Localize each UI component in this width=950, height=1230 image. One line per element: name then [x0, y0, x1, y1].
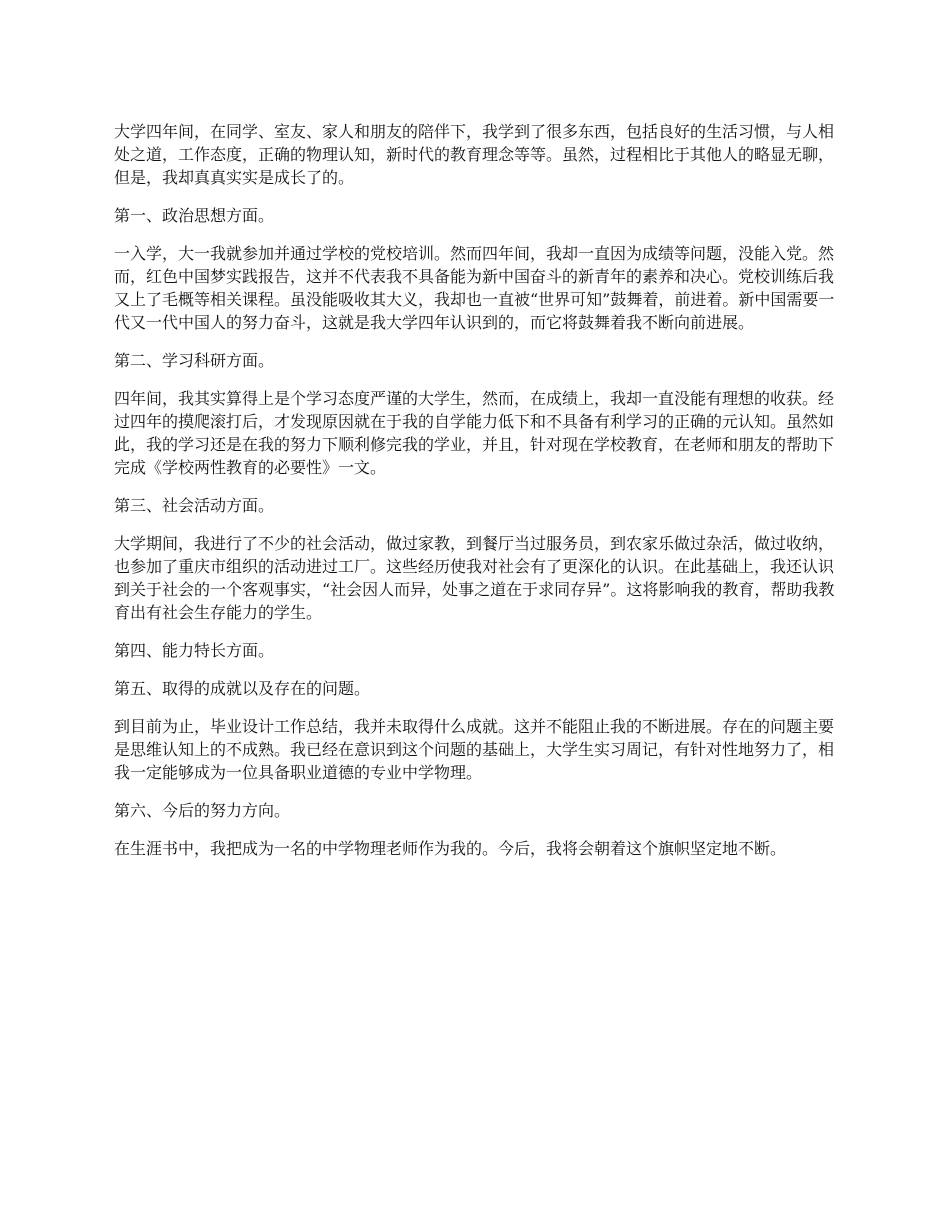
study-paragraph: 四年间，我其实算得上是个学习态度严谨的大学生，然而，在成绩上，我却一直没能有理想的收获。经过四年的摸爬滚打后，才发现原因就在于我的自学能力低下和不具备有利学习的正确的元认知。虽然如此，我的学习还是在我的努力下顺利修完我的学业，并且，针对现在学校教育，在老师和朋友的帮助下完成《学校两性教育的必要性》一文。 [114, 389, 835, 477]
section-heading-achievements: 第五、取得的成就以及存在的问题。 [114, 679, 371, 698]
politics-paragraph: 一入学，大一我就参加并通过学校的党校培训。然而四年间，我却一直因为成绩等问题，没能入党。然而，红色中国梦实践报告，这并不代表我不具备能为新中国奋斗的新青年的素养和决心。党校训练后我又上了毛概等相关课程。虽没能吸收其大义，我却也一直被“世界可知”鼓舞着，前进着。新中国需要一代又一代中国人的努力奋斗，这就是我大学四年认识到的，而它将鼓舞着我不断向前进展。 [114, 244, 835, 332]
section-heading-abilities: 第四、能力特长方面。 [114, 641, 275, 660]
achievements-paragraph: 到目前为止，毕业设计工作总结，我并未取得什么成就。这并不能阻止我的不断进展。存在的问题主要是思维认知上的不成熟。我已经在意识到这个问题的基础上，大学生实习周记，有针对性地努力了，相我一定能够成为一位具备职业道德的专业中学物理。 [114, 717, 835, 782]
future-paragraph: 在生涯书中，我把成为一名的中学物理老师作为我的。今后，我将会朝着这个旗帜坚定地不断。 [114, 839, 787, 858]
section-heading-future: 第六、今后的努力方向。 [114, 801, 291, 820]
intro-paragraph: 大学四年间，在同学、室友、家人和朋友的陪伴下，我学到了很多东西，包括良好的生活习惯，与人相处之道，工作态度，正确的物理认知，新时代的教育理念等等。虽然，过程相比于其他人的略显无聊，但是，我却真真实实是成长了的。 [114, 122, 835, 187]
social-paragraph: 大学期间，我进行了不少的社会活动，做过家教，到餐厅当过服务员，到农家乐做过杂活，做过收纳，也参加了重庆市组织的活动进过工厂。这些经历使我对社会有了更深化的认识。在此基础上，我还认识到关于社会的一个客观事实，“社会因人而异，处事之道在于求同存异”。这将影响我的教育，帮助我教育出有社会生存能力的学生。 [114, 534, 835, 622]
section-heading-politics: 第一、政治思想方面。 [114, 206, 275, 225]
section-heading-social: 第三、社会活动方面。 [114, 496, 275, 515]
document-page [114, 120, 840, 875]
section-heading-study: 第二、学习科研方面。 [114, 351, 275, 370]
